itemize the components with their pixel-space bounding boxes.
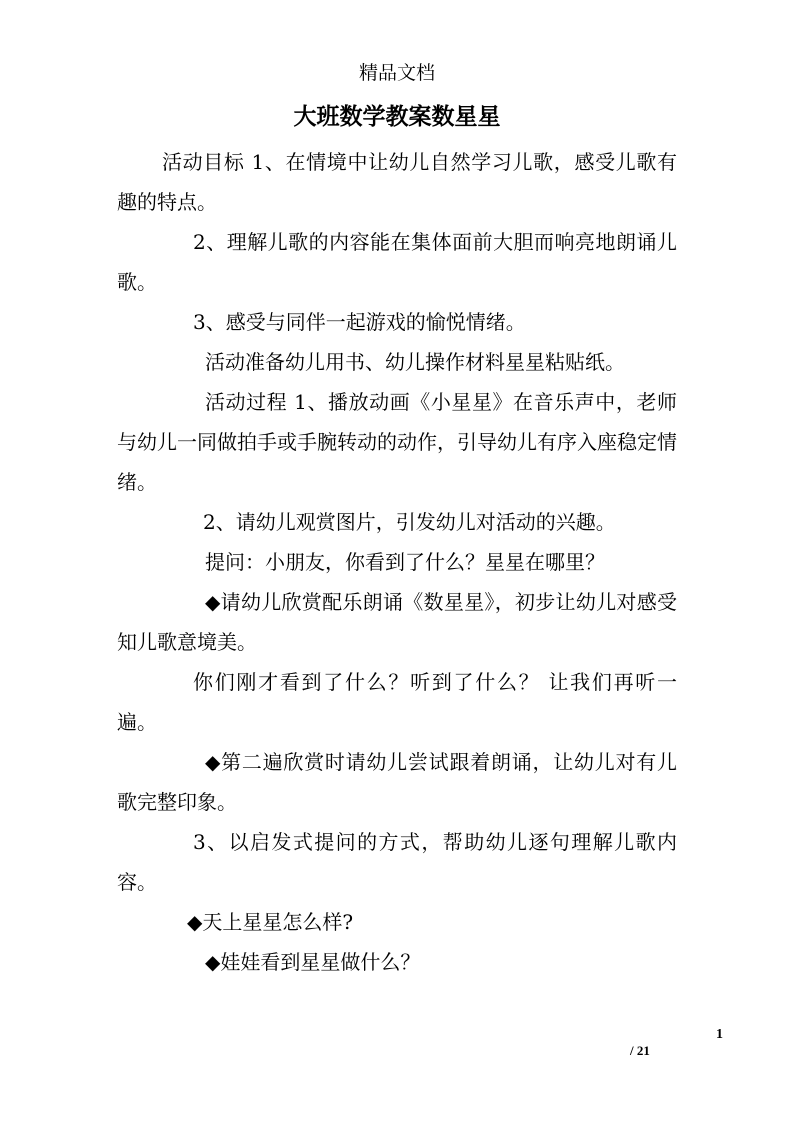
paragraph-4: 活动准备幼儿用书、幼儿操作材料星星粘贴纸。 bbox=[205, 350, 625, 374]
page-number: 1 bbox=[716, 1027, 723, 1042]
paragraph-13: ◆娃娃看到星星做什么？ bbox=[205, 950, 421, 974]
paragraph-1: 活动目标 1、在情境中让幼儿自然学习儿歌，感受儿歌有趣的特点。 bbox=[117, 150, 677, 214]
paragraph-8: ◆请幼儿欣赏配乐朗诵《数星星》，初步让幼儿对感受知儿歌意境美。 bbox=[117, 590, 677, 654]
document-header: 精品文档 bbox=[358, 62, 435, 84]
paragraph-11: 3、以启发式提问的方式，帮助幼儿逐句理解儿歌内容。 bbox=[117, 830, 677, 894]
document-body bbox=[117, 142, 677, 982]
paragraph-5: 活动过程 1、播放动画《小星星》在音乐声中，老师与幼儿一同做拍手或手腕转动的动作，引导幼儿有序入座稳定情绪。 bbox=[117, 390, 677, 494]
paragraph-12: ◆天上星星怎么样? bbox=[187, 910, 354, 934]
paragraph-3: 3、感受与同伴一起游戏的愉悦情绪。 bbox=[193, 310, 526, 334]
paragraph-9: 你们刚才看到了什么？听到了什么？ 让我们再听一遍。 bbox=[117, 670, 677, 734]
paragraph-6: 2、请幼儿观赏图片，引发幼儿对活动的兴趣。 bbox=[203, 510, 616, 534]
paragraph-2: 2、理解儿歌的内容能在集体面前大胆而响亮地朗诵儿歌。 bbox=[117, 230, 677, 294]
page-total: / 21 bbox=[630, 1043, 650, 1058]
paragraph-10: ◆第二遍欣赏时请幼儿尝试跟着朗诵，让幼儿对有儿歌完整印象。 bbox=[117, 750, 677, 814]
paragraph-7: 提问：小朋友，你看到了什么？星星在哪里？ bbox=[205, 550, 605, 574]
document-title: 大班数学教案数星星 bbox=[293, 103, 501, 130]
